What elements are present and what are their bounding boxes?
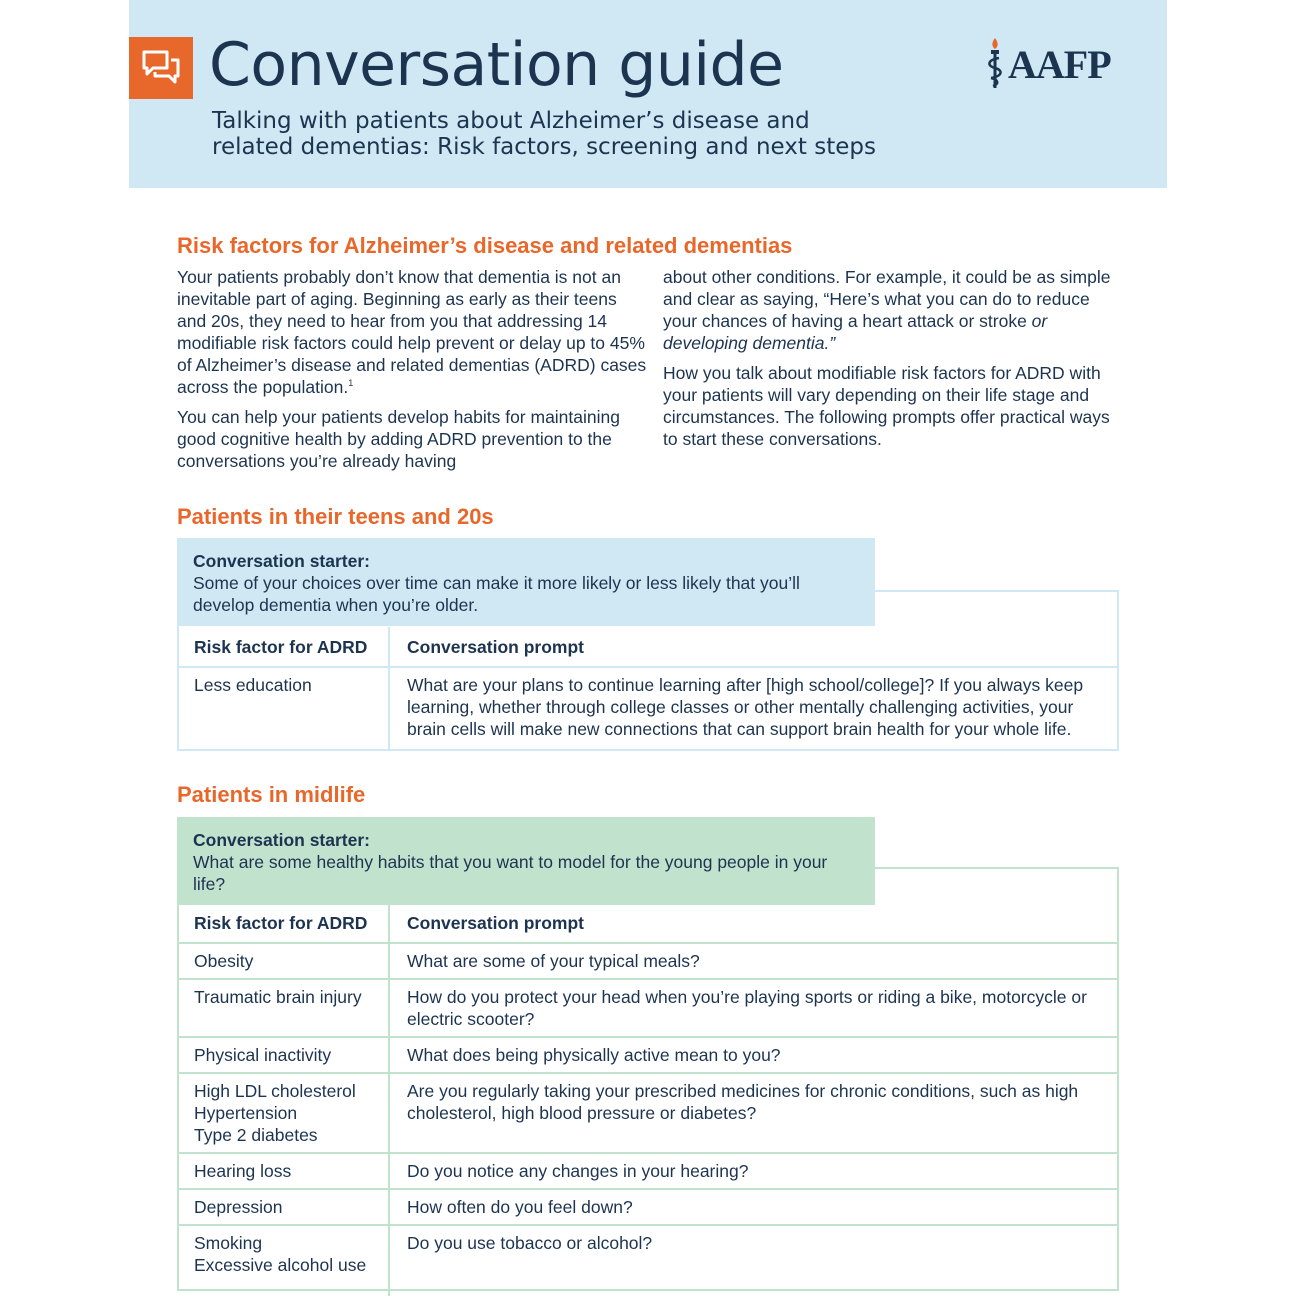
intro-paragraph-3: How you talk about modifiable risk factors for ADRD with your patients will vary depending on their life stage and circumstances. The following prompts offer practical ways to start these conversations. [663, 363, 1110, 449]
prompt-cell: What are your plans to continue learning after [high school/college]? If you always keep learning, whether through college classes or other mentally challenging activities, your brain cells will make new connections that can support brain health for your whole life. [407, 675, 1084, 739]
intro-paragraph-1 [177, 266, 647, 398]
page-title: Conversation guide [209, 30, 784, 100]
table-header-row [177, 904, 1119, 943]
prompt-cell: How do you protect your head when you’re playing sports or riding a bike, motorcycle or electric scooter? [389, 979, 1119, 1037]
teens-starter-label: Conversation starter: [193, 551, 370, 571]
intro-paragraph-2-italic: or developing dementia.” [663, 311, 1048, 353]
chat-bubbles-icon [141, 49, 181, 87]
teens-heading: Patients in their teens and 20s [177, 504, 494, 529]
col-header-prompt: Conversation prompt [389, 627, 1119, 667]
prompt-cell: Do you use tobacco or alcohol? [407, 1233, 653, 1253]
page-subtitle [212, 108, 972, 160]
intro-paragraph-2-continued [663, 266, 1123, 354]
risk-factor-item: Type 2 diabetes [194, 1125, 318, 1145]
risk-factor-cell [177, 1225, 389, 1296]
risk-factor-cell [177, 1073, 389, 1153]
table-row [177, 979, 1119, 1037]
risk-factor-cell [177, 1037, 389, 1073]
prompt-cell: What does being physically active mean to you? [389, 1037, 1119, 1073]
risk-factor-item: Hearing loss [194, 1161, 292, 1181]
prompt-cell: Do you notice any changes in your hearing? [389, 1153, 1119, 1189]
table-row [177, 1073, 1119, 1153]
col-header-risk-factor: Risk factor for ADRD [177, 627, 389, 667]
table-row [177, 1225, 1119, 1296]
col-header-prompt: Conversation prompt [389, 904, 1119, 943]
risk-factor-cell [177, 1189, 389, 1225]
midlife-heading: Patients in midlife [177, 782, 366, 807]
risk-factor-item: Depression [194, 1197, 283, 1217]
risk-factors-heading: Risk factors for Alzheimer’s disease and related dementias [177, 233, 793, 258]
midlife-starter-text: What are some healthy habits that you want to model for the young people in your life? [193, 852, 828, 894]
logo-text: AAFP [1008, 42, 1111, 87]
aafp-logo [985, 38, 1125, 90]
risk-factor-item: Obesity [194, 951, 254, 971]
risk-factor-cell [177, 943, 389, 979]
intro-paragraph-2-continued-text: about other conditions. For example, it could be as simple and clear as saying, “Here’s what you can do to reduce your chances of having a heart attack or stroke [663, 267, 1111, 331]
midlife-risk-table [177, 904, 1119, 1296]
risk-factor-cell: Less education [177, 667, 389, 751]
table-row [177, 943, 1119, 979]
subtitle-line-1: Talking with patients about Alzheimer’s disease and [212, 108, 810, 134]
teens-conversation-starter [177, 538, 875, 626]
intro-paragraph-1-text: Your patients probably don’t know that dementia is not an inevitable part of aging. Beginning as early as their teens and 20s, they need to hear from you that addressing 14 modifiable risk factors could help prevent or delay up to 45% of Alzheimer’s disease and related dementias (ADRD) cases across the population. [177, 267, 647, 397]
prompt-cell: Are you regularly taking your prescribed medicines for chronic conditions, such as high cholesterol, high blood pressure or diabetes? [389, 1073, 1119, 1153]
risk-factor-item: Physical inactivity [194, 1045, 332, 1065]
asclepius-torch-icon [985, 38, 1005, 90]
prompt-cell: How often do you feel down? [389, 1189, 1119, 1225]
intro-paragraph-2: You can help your patients develop habits for maintaining good cognitive health by adding ADRD prevention to the conversations you’re already having [177, 407, 620, 471]
table-row [177, 1037, 1119, 1073]
table-row [177, 1153, 1119, 1189]
table-row [177, 667, 1119, 751]
teens-starter-text: Some of your choices over time can make it more likely or less likely that you’ll develop dementia when you’re older. [193, 573, 800, 615]
risk-factor-item: Excessive alcohol use [194, 1255, 367, 1275]
risk-factor-item: High LDL cholesterol [194, 1081, 356, 1101]
chat-badge [129, 37, 193, 99]
risk-factor-item: Hypertension [194, 1103, 298, 1123]
intro-right-column [663, 266, 1123, 458]
risk-factor-item: Traumatic brain injury [194, 987, 362, 1007]
table-row [177, 1189, 1119, 1225]
risk-factor-cell [177, 1153, 389, 1189]
midlife-conversation-starter [177, 817, 875, 905]
subtitle-line-2: related dementias: Risk factors, screening and next steps [212, 134, 876, 160]
table-header-row [177, 627, 1119, 667]
footnote-marker: 1 [348, 378, 354, 389]
intro-left-column [177, 266, 647, 480]
teens-risk-table [177, 627, 1119, 751]
risk-factor-item: Smoking [194, 1233, 263, 1253]
col-header-risk-factor: Risk factor for ADRD [177, 904, 389, 943]
midlife-starter-label: Conversation starter: [193, 830, 370, 850]
prompt-cell: What are some of your typical meals? [389, 943, 1119, 979]
risk-factor-cell [177, 979, 389, 1037]
